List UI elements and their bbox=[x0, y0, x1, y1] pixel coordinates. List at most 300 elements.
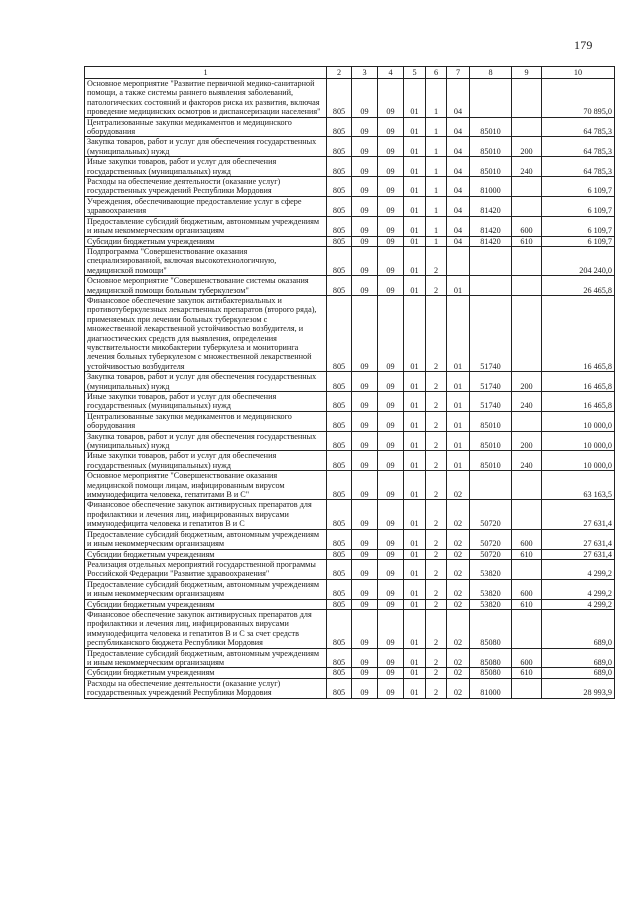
program-code-cell: 01 bbox=[404, 79, 426, 118]
activity-code-cell: 02 bbox=[447, 529, 470, 549]
activity-code-cell: 02 bbox=[447, 579, 470, 599]
subchapter-code-cell: 09 bbox=[378, 117, 404, 137]
section-code-cell: 805 bbox=[327, 372, 352, 392]
amount-cell: 16 465,8 bbox=[542, 392, 615, 412]
activity-code-cell: 02 bbox=[447, 549, 470, 559]
chapter-code-cell: 09 bbox=[352, 177, 378, 197]
chapter-code-cell: 09 bbox=[352, 276, 378, 296]
amount-cell: 28 993,9 bbox=[542, 678, 615, 698]
table-row bbox=[85, 549, 615, 559]
row-name-cell: Иные закупки товаров, работ и услуг для обеспечения государственных (муниципальных) нужд bbox=[85, 157, 327, 177]
section-code-cell: 805 bbox=[327, 451, 352, 471]
subchapter-code-cell: 09 bbox=[378, 236, 404, 246]
expense-type-cell: 610 bbox=[512, 549, 542, 559]
activity-code-cell: 01 bbox=[447, 276, 470, 296]
program-code-cell: 01 bbox=[404, 117, 426, 137]
program-code-cell: 01 bbox=[404, 246, 426, 275]
target-code-cell: 85080 bbox=[470, 648, 512, 668]
amount-cell: 689,0 bbox=[542, 668, 615, 678]
target-code-cell: 51740 bbox=[470, 392, 512, 412]
table-row bbox=[85, 431, 615, 451]
activity-code-cell: 01 bbox=[447, 431, 470, 451]
chapter-code-cell: 09 bbox=[352, 529, 378, 549]
amount-cell: 4 299,2 bbox=[542, 579, 615, 599]
chapter-code-cell: 09 bbox=[352, 137, 378, 157]
subchapter-code-cell: 09 bbox=[378, 157, 404, 177]
table-row bbox=[85, 678, 615, 698]
target-code-cell: 85010 bbox=[470, 117, 512, 137]
section-code-cell: 805 bbox=[327, 196, 352, 216]
chapter-code-cell: 09 bbox=[352, 599, 378, 609]
activity-code-cell: 01 bbox=[447, 392, 470, 412]
expense-type-cell: 240 bbox=[512, 157, 542, 177]
expense-type-cell bbox=[512, 559, 542, 579]
subchapter-code-cell: 09 bbox=[378, 549, 404, 559]
activity-code-cell: 04 bbox=[447, 177, 470, 197]
subprogram-code-cell: 2 bbox=[426, 471, 447, 500]
activity-code-cell: 04 bbox=[447, 236, 470, 246]
expense-type-cell bbox=[512, 500, 542, 529]
subchapter-code-cell: 09 bbox=[378, 451, 404, 471]
program-code-cell: 01 bbox=[404, 668, 426, 678]
table-row bbox=[85, 668, 615, 678]
subchapter-code-cell: 09 bbox=[378, 609, 404, 648]
subprogram-code-cell: 2 bbox=[426, 372, 447, 392]
subprogram-code-cell: 2 bbox=[426, 529, 447, 549]
program-code-cell: 01 bbox=[404, 411, 426, 431]
section-code-cell: 805 bbox=[327, 648, 352, 668]
table-row bbox=[85, 559, 615, 579]
chapter-code-cell: 09 bbox=[352, 648, 378, 668]
header-cell: 7 bbox=[447, 67, 470, 79]
header-cell: 5 bbox=[404, 67, 426, 79]
row-name-cell: Реализация отдельных мероприятий государственной программы Российской Федерации "Развитие здравоохранения" bbox=[85, 559, 327, 579]
activity-code-cell: 02 bbox=[447, 599, 470, 609]
section-code-cell: 805 bbox=[327, 411, 352, 431]
subprogram-code-cell: 2 bbox=[426, 392, 447, 412]
amount-cell: 63 163,5 bbox=[542, 471, 615, 500]
chapter-code-cell: 09 bbox=[352, 549, 378, 559]
amount-cell: 689,0 bbox=[542, 648, 615, 668]
subprogram-code-cell: 2 bbox=[426, 579, 447, 599]
target-code-cell: 85080 bbox=[470, 609, 512, 648]
subprogram-code-cell: 1 bbox=[426, 137, 447, 157]
expense-type-cell bbox=[512, 678, 542, 698]
expense-type-cell bbox=[512, 196, 542, 216]
target-code-cell: 50720 bbox=[470, 549, 512, 559]
target-code-cell: 81000 bbox=[470, 177, 512, 197]
target-code-cell: 81420 bbox=[470, 236, 512, 246]
subchapter-code-cell: 09 bbox=[378, 471, 404, 500]
amount-cell: 16 465,8 bbox=[542, 295, 615, 371]
header-cell: 10 bbox=[542, 67, 615, 79]
expense-type-cell: 600 bbox=[512, 579, 542, 599]
section-code-cell: 805 bbox=[327, 599, 352, 609]
subchapter-code-cell: 09 bbox=[378, 668, 404, 678]
program-code-cell: 01 bbox=[404, 500, 426, 529]
header-cell: 6 bbox=[426, 67, 447, 79]
section-code-cell: 805 bbox=[327, 276, 352, 296]
section-code-cell: 805 bbox=[327, 559, 352, 579]
row-name-cell: Финансовое обеспечение закупок антибактериальных и противотуберкулезных лекарственных препаратов (второго ряда), применяемых при лечении больных туберкулезом с множественной лекарственной устойчивостью возбудителя, и диагностических средств для выявления, определения чувствительности микобактерии туберкулеза и мониторинга лечения больных туберкулезом с множественной лекарственной устойчивостью возбудителя bbox=[85, 295, 327, 371]
row-name-cell: Закупка товаров, работ и услуг для обеспечения государственных (муниципальных) нужд bbox=[85, 372, 327, 392]
program-code-cell: 01 bbox=[404, 276, 426, 296]
amount-cell: 10 000,0 bbox=[542, 451, 615, 471]
activity-code-cell: 02 bbox=[447, 471, 470, 500]
section-code-cell: 805 bbox=[327, 117, 352, 137]
activity-code-cell: 02 bbox=[447, 500, 470, 529]
expense-type-cell bbox=[512, 471, 542, 500]
program-code-cell: 01 bbox=[404, 678, 426, 698]
expense-type-cell bbox=[512, 79, 542, 118]
activity-code-cell: 01 bbox=[447, 451, 470, 471]
subprogram-code-cell: 2 bbox=[426, 648, 447, 668]
subprogram-code-cell: 1 bbox=[426, 216, 447, 236]
target-code-cell: 53820 bbox=[470, 559, 512, 579]
subchapter-code-cell: 09 bbox=[378, 579, 404, 599]
target-code-cell: 85010 bbox=[470, 451, 512, 471]
subprogram-code-cell: 1 bbox=[426, 196, 447, 216]
table-row bbox=[85, 648, 615, 668]
program-code-cell: 01 bbox=[404, 599, 426, 609]
subchapter-code-cell: 09 bbox=[378, 137, 404, 157]
target-code-cell: 81000 bbox=[470, 678, 512, 698]
section-code-cell: 805 bbox=[327, 177, 352, 197]
section-code-cell: 805 bbox=[327, 246, 352, 275]
subprogram-code-cell: 1 bbox=[426, 79, 447, 118]
table-row bbox=[85, 177, 615, 197]
table-row bbox=[85, 471, 615, 500]
subprogram-code-cell: 2 bbox=[426, 599, 447, 609]
target-code-cell: 50720 bbox=[470, 500, 512, 529]
amount-cell: 4 299,2 bbox=[542, 559, 615, 579]
activity-code-cell: 02 bbox=[447, 668, 470, 678]
chapter-code-cell: 09 bbox=[352, 668, 378, 678]
chapter-code-cell: 09 bbox=[352, 431, 378, 451]
target-code-cell bbox=[470, 79, 512, 118]
amount-cell: 64 785,3 bbox=[542, 117, 615, 137]
budget-table bbox=[84, 66, 615, 699]
amount-cell: 4 299,2 bbox=[542, 599, 615, 609]
expense-type-cell: 600 bbox=[512, 529, 542, 549]
amount-cell: 27 631,4 bbox=[542, 500, 615, 529]
chapter-code-cell: 09 bbox=[352, 157, 378, 177]
target-code-cell: 85010 bbox=[470, 431, 512, 451]
expense-type-cell bbox=[512, 117, 542, 137]
expense-type-cell: 600 bbox=[512, 648, 542, 668]
chapter-code-cell: 09 bbox=[352, 196, 378, 216]
amount-cell: 27 631,4 bbox=[542, 549, 615, 559]
program-code-cell: 01 bbox=[404, 295, 426, 371]
expense-type-cell bbox=[512, 276, 542, 296]
program-code-cell: 01 bbox=[404, 196, 426, 216]
target-code-cell: 81420 bbox=[470, 196, 512, 216]
subchapter-code-cell: 09 bbox=[378, 500, 404, 529]
table-row bbox=[85, 609, 615, 648]
amount-cell: 16 465,8 bbox=[542, 372, 615, 392]
subprogram-code-cell: 2 bbox=[426, 500, 447, 529]
activity-code-cell: 04 bbox=[447, 216, 470, 236]
amount-cell: 26 465,8 bbox=[542, 276, 615, 296]
activity-code-cell: 04 bbox=[447, 196, 470, 216]
expense-type-cell bbox=[512, 609, 542, 648]
section-code-cell: 805 bbox=[327, 529, 352, 549]
header-cell: 8 bbox=[470, 67, 512, 79]
header-cell: 9 bbox=[512, 67, 542, 79]
subprogram-code-cell: 2 bbox=[426, 276, 447, 296]
target-code-cell: 53820 bbox=[470, 599, 512, 609]
row-name-cell: Субсидии бюджетным учреждениям bbox=[85, 668, 327, 678]
page-number: 179 bbox=[574, 38, 593, 52]
activity-code-cell: 04 bbox=[447, 137, 470, 157]
amount-cell: 6 109,7 bbox=[542, 196, 615, 216]
chapter-code-cell: 09 bbox=[352, 609, 378, 648]
subprogram-code-cell: 2 bbox=[426, 678, 447, 698]
subprogram-code-cell: 2 bbox=[426, 295, 447, 371]
activity-code-cell bbox=[447, 246, 470, 275]
chapter-code-cell: 09 bbox=[352, 295, 378, 371]
expense-type-cell: 200 bbox=[512, 431, 542, 451]
expense-type-cell: 610 bbox=[512, 236, 542, 246]
table-row bbox=[85, 157, 615, 177]
section-code-cell: 805 bbox=[327, 236, 352, 246]
program-code-cell: 01 bbox=[404, 216, 426, 236]
table-row bbox=[85, 216, 615, 236]
section-code-cell: 805 bbox=[327, 295, 352, 371]
expense-type-cell: 610 bbox=[512, 599, 542, 609]
table-body bbox=[85, 79, 615, 699]
program-code-cell: 01 bbox=[404, 177, 426, 197]
expense-type-cell: 610 bbox=[512, 668, 542, 678]
row-name-cell: Основное мероприятие "Совершенствование системы оказания медицинской помощи больным туберкулезом" bbox=[85, 276, 327, 296]
table-row bbox=[85, 411, 615, 431]
expense-type-cell bbox=[512, 295, 542, 371]
table-header bbox=[85, 67, 615, 79]
target-code-cell: 53820 bbox=[470, 579, 512, 599]
table-row bbox=[85, 451, 615, 471]
program-code-cell: 01 bbox=[404, 609, 426, 648]
target-code-cell: 50720 bbox=[470, 529, 512, 549]
subprogram-code-cell: 1 bbox=[426, 236, 447, 246]
row-name-cell: Предоставление субсидий бюджетным, автономным учреждениям и иным некоммерческим организациям bbox=[85, 216, 327, 236]
subchapter-code-cell: 09 bbox=[378, 79, 404, 118]
chapter-code-cell: 09 bbox=[352, 411, 378, 431]
subchapter-code-cell: 09 bbox=[378, 411, 404, 431]
table-row bbox=[85, 276, 615, 296]
amount-cell: 10 000,0 bbox=[542, 431, 615, 451]
subprogram-code-cell: 1 bbox=[426, 177, 447, 197]
section-code-cell: 805 bbox=[327, 79, 352, 118]
table-row bbox=[85, 117, 615, 137]
amount-cell: 204 240,0 bbox=[542, 246, 615, 275]
activity-code-cell: 04 bbox=[447, 117, 470, 137]
subprogram-code-cell: 2 bbox=[426, 451, 447, 471]
program-code-cell: 01 bbox=[404, 157, 426, 177]
row-name-cell: Предоставление субсидий бюджетным, автономным учреждениям и иным некоммерческим организациям bbox=[85, 529, 327, 549]
program-code-cell: 01 bbox=[404, 137, 426, 157]
section-code-cell: 805 bbox=[327, 668, 352, 678]
amount-cell: 689,0 bbox=[542, 609, 615, 648]
row-name-cell: Иные закупки товаров, работ и услуг для обеспечения государственных (муниципальных) нужд bbox=[85, 451, 327, 471]
activity-code-cell: 01 bbox=[447, 372, 470, 392]
amount-cell: 70 895,0 bbox=[542, 79, 615, 118]
section-code-cell: 805 bbox=[327, 500, 352, 529]
subchapter-code-cell: 09 bbox=[378, 559, 404, 579]
amount-cell: 10 000,0 bbox=[542, 411, 615, 431]
amount-cell: 64 785,3 bbox=[542, 137, 615, 157]
activity-code-cell: 02 bbox=[447, 609, 470, 648]
header-cell: 2 bbox=[327, 67, 352, 79]
row-name-cell: Централизованные закупки медикаментов и медицинского оборудования bbox=[85, 117, 327, 137]
program-code-cell: 01 bbox=[404, 648, 426, 668]
program-code-cell: 01 bbox=[404, 549, 426, 559]
row-name-cell: Подпрограмма "Совершенствование оказания специализированной, включая высокотехнологичную, медицинской помощи" bbox=[85, 246, 327, 275]
row-name-cell: Субсидии бюджетным учреждениям bbox=[85, 599, 327, 609]
expense-type-cell: 200 bbox=[512, 137, 542, 157]
header-cell: 4 bbox=[378, 67, 404, 79]
subchapter-code-cell: 09 bbox=[378, 276, 404, 296]
section-code-cell: 805 bbox=[327, 157, 352, 177]
subprogram-code-cell: 2 bbox=[426, 431, 447, 451]
target-code-cell: 51740 bbox=[470, 295, 512, 371]
chapter-code-cell: 09 bbox=[352, 471, 378, 500]
chapter-code-cell: 09 bbox=[352, 500, 378, 529]
row-name-cell: Централизованные закупки медикаментов и медицинского оборудования bbox=[85, 411, 327, 431]
row-name-cell: Учреждения, обеспечивающие предоставление услуг в сфере здравоохранения bbox=[85, 196, 327, 216]
expense-type-cell bbox=[512, 246, 542, 275]
program-code-cell: 01 bbox=[404, 471, 426, 500]
table-row bbox=[85, 137, 615, 157]
row-name-cell: Финансовое обеспечение закупок антивирусных препаратов для профилактики и лечения лиц, инфицированных вирусами иммунодефицита человека и гепатитов В и С bbox=[85, 500, 327, 529]
program-code-cell: 01 bbox=[404, 431, 426, 451]
subchapter-code-cell: 09 bbox=[378, 678, 404, 698]
section-code-cell: 805 bbox=[327, 471, 352, 500]
activity-code-cell: 04 bbox=[447, 79, 470, 118]
target-code-cell: 85010 bbox=[470, 137, 512, 157]
activity-code-cell: 02 bbox=[447, 678, 470, 698]
expense-type-cell: 240 bbox=[512, 451, 542, 471]
chapter-code-cell: 09 bbox=[352, 236, 378, 246]
row-name-cell: Субсидии бюджетным учреждениям bbox=[85, 549, 327, 559]
header-cell: 3 bbox=[352, 67, 378, 79]
subprogram-code-cell: 1 bbox=[426, 117, 447, 137]
activity-code-cell: 02 bbox=[447, 559, 470, 579]
amount-cell: 6 109,7 bbox=[542, 236, 615, 246]
header-row bbox=[85, 67, 615, 79]
program-code-cell: 01 bbox=[404, 392, 426, 412]
subprogram-code-cell: 2 bbox=[426, 668, 447, 678]
amount-cell: 27 631,4 bbox=[542, 529, 615, 549]
expense-type-cell bbox=[512, 177, 542, 197]
subchapter-code-cell: 09 bbox=[378, 529, 404, 549]
program-code-cell: 01 bbox=[404, 559, 426, 579]
activity-code-cell: 01 bbox=[447, 411, 470, 431]
table-row bbox=[85, 79, 615, 118]
program-code-cell: 01 bbox=[404, 451, 426, 471]
subchapter-code-cell: 09 bbox=[378, 295, 404, 371]
subprogram-code-cell: 2 bbox=[426, 549, 447, 559]
chapter-code-cell: 09 bbox=[352, 117, 378, 137]
section-code-cell: 805 bbox=[327, 216, 352, 236]
row-name-cell: Расходы на обеспечение деятельности (оказание услуг) государственных учреждений Республики Мордовия bbox=[85, 678, 327, 698]
chapter-code-cell: 09 bbox=[352, 79, 378, 118]
section-code-cell: 805 bbox=[327, 678, 352, 698]
amount-cell: 6 109,7 bbox=[542, 177, 615, 197]
row-name-cell: Расходы на обеспечение деятельности (оказание услуг) государственных учреждений Республики Мордовия bbox=[85, 177, 327, 197]
row-name-cell: Предоставление субсидий бюджетным, автономным учреждениям и иным некоммерческим организациям bbox=[85, 648, 327, 668]
chapter-code-cell: 09 bbox=[352, 216, 378, 236]
activity-code-cell: 01 bbox=[447, 295, 470, 371]
table-row bbox=[85, 599, 615, 609]
program-code-cell: 01 bbox=[404, 529, 426, 549]
row-name-cell: Субсидии бюджетным учреждениям bbox=[85, 236, 327, 246]
activity-code-cell: 04 bbox=[447, 157, 470, 177]
section-code-cell: 805 bbox=[327, 392, 352, 412]
subchapter-code-cell: 09 bbox=[378, 648, 404, 668]
row-name-cell: Закупка товаров, работ и услуг для обеспечения государственных (муниципальных) нужд bbox=[85, 431, 327, 451]
table-row bbox=[85, 579, 615, 599]
row-name-cell: Основное мероприятие "Совершенствование оказания медицинской помощи лицам, инфицированным вирусом иммунодефицита человека, гепатитами В и С" bbox=[85, 471, 327, 500]
subprogram-code-cell: 2 bbox=[426, 609, 447, 648]
program-code-cell: 01 bbox=[404, 236, 426, 246]
table-row bbox=[85, 500, 615, 529]
chapter-code-cell: 09 bbox=[352, 451, 378, 471]
section-code-cell: 805 bbox=[327, 431, 352, 451]
header-cell: 1 bbox=[85, 67, 327, 79]
chapter-code-cell: 09 bbox=[352, 559, 378, 579]
row-name-cell: Иные закупки товаров, работ и услуг для обеспечения государственных (муниципальных) нужд bbox=[85, 392, 327, 412]
subchapter-code-cell: 09 bbox=[378, 599, 404, 609]
table-row bbox=[85, 246, 615, 275]
program-code-cell: 01 bbox=[404, 372, 426, 392]
target-code-cell: 81420 bbox=[470, 216, 512, 236]
target-code-cell: 85080 bbox=[470, 668, 512, 678]
chapter-code-cell: 09 bbox=[352, 579, 378, 599]
row-name-cell: Финансовое обеспечение закупок антивирусных препаратов для профилактики и лечения лиц, инфицированных вирусами иммунодефицита человека и гепатитов В и С за счет средств республиканского бюджета Республики Мордовия bbox=[85, 609, 327, 648]
target-code-cell: 85010 bbox=[470, 411, 512, 431]
amount-cell: 6 109,7 bbox=[542, 216, 615, 236]
target-code-cell: 85010 bbox=[470, 157, 512, 177]
table-row bbox=[85, 529, 615, 549]
expense-type-cell: 200 bbox=[512, 372, 542, 392]
subchapter-code-cell: 09 bbox=[378, 246, 404, 275]
amount-cell: 64 785,3 bbox=[542, 157, 615, 177]
table-row bbox=[85, 236, 615, 246]
section-code-cell: 805 bbox=[327, 579, 352, 599]
subchapter-code-cell: 09 bbox=[378, 372, 404, 392]
subprogram-code-cell: 2 bbox=[426, 246, 447, 275]
table-row bbox=[85, 295, 615, 371]
row-name-cell: Основное мероприятие "Развитие первичной медико-санитарной помощи, а также системы раннего выявления заболеваний, патологических состояний и факторов риска их развития, включая проведение медицинских осмотров и диспансеризации населения" bbox=[85, 79, 327, 118]
subprogram-code-cell: 1 bbox=[426, 157, 447, 177]
subchapter-code-cell: 09 bbox=[378, 431, 404, 451]
row-name-cell: Закупка товаров, работ и услуг для обеспечения государственных (муниципальных) нужд bbox=[85, 137, 327, 157]
section-code-cell: 805 bbox=[327, 549, 352, 559]
subchapter-code-cell: 09 bbox=[378, 216, 404, 236]
section-code-cell: 805 bbox=[327, 137, 352, 157]
subprogram-code-cell: 2 bbox=[426, 559, 447, 579]
subchapter-code-cell: 09 bbox=[378, 196, 404, 216]
subprogram-code-cell: 2 bbox=[426, 411, 447, 431]
expense-type-cell: 240 bbox=[512, 392, 542, 412]
section-code-cell: 805 bbox=[327, 609, 352, 648]
table-row bbox=[85, 372, 615, 392]
subchapter-code-cell: 09 bbox=[378, 392, 404, 412]
target-code-cell: 51740 bbox=[470, 372, 512, 392]
expense-type-cell bbox=[512, 411, 542, 431]
target-code-cell bbox=[470, 246, 512, 275]
table-row bbox=[85, 392, 615, 412]
